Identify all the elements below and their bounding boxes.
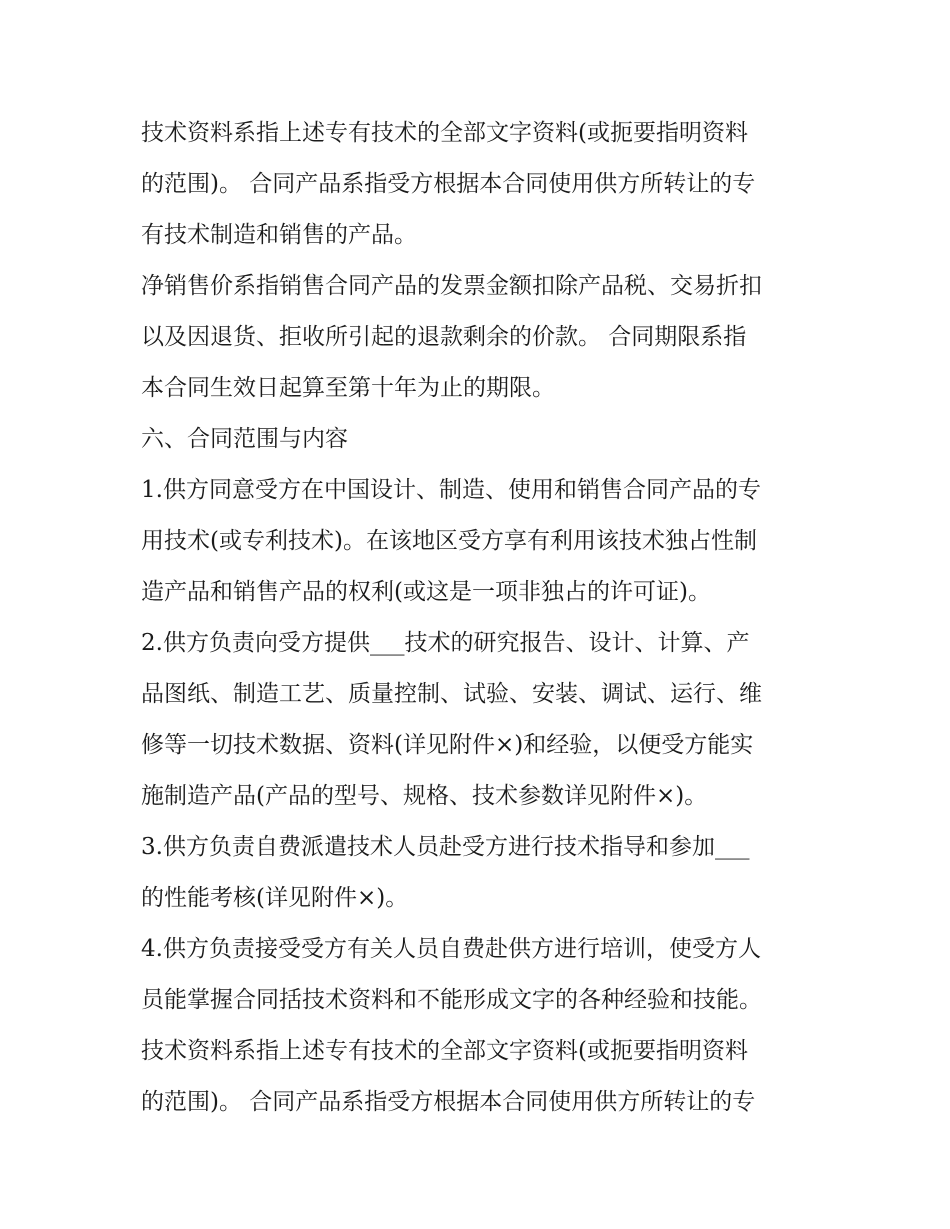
document-body [141,108,821,1128]
text-line: 施制造产品(产品的型号、规格、技术参数详见附件×)。 [141,783,708,809]
text-line: 以及因退货、拒收所引起的退款剩余的价款。 合同期限系指 [141,324,747,350]
text-line: 净销售价系指销售合同产品的发票金额扣除产品税、交易折扣 [141,273,762,299]
text-line: 修等一切技术数据、资料(详见附件×)和经验，以便受方能实 [141,732,754,758]
text-line: 员能掌握合同括技术资料和不能形成文字的各种经验和技能。 [141,987,762,1013]
text-line: 的性能考核(详见附件×)。 [141,885,409,911]
text-line: 技术资料系指上述专有技术的全部文字资料(或扼要指明资料 [141,120,748,146]
text-line: 4.供方负责接受受方有关人员自费赴供方进行培训，使受方人 [141,936,761,962]
text-line: 1.供方同意受方在中国设计、制造、使用和销售合同产品的专 [141,477,761,503]
section-heading: 六、合同范围与内容 [141,426,348,452]
text-line: 的范围)。 合同产品系指受方根据本合同使用供方所转让的专 [141,171,756,197]
text-line: 用技术(或专利技术)。在该地区受方享有利用该技术独占性制 [141,528,757,554]
text-line: 造产品和销售产品的权利(或这是一项非独占的许可证)。 [141,579,711,605]
text-line: 品图纸、制造工艺、质量控制、试验、安装、调试、运行、维 [141,681,762,707]
text-line: 本合同生效日起算至第十年为止的期限。 [141,375,555,401]
text-line: 2.供方负责向受方提供___技术的研究报告、设计、计算、产 [141,630,750,656]
text-line: 3.供方负责自费派遣技术人员赴受方进行技术指导和参加___ [141,834,750,860]
text-line: 技术资料系指上述专有技术的全部文字资料(或扼要指明资料 [141,1038,748,1064]
text-line: 有技术制造和销售的产品。 [141,222,417,248]
text-line: 的范围)。 合同产品系指受方根据本合同使用供方所转让的专 [141,1089,756,1115]
